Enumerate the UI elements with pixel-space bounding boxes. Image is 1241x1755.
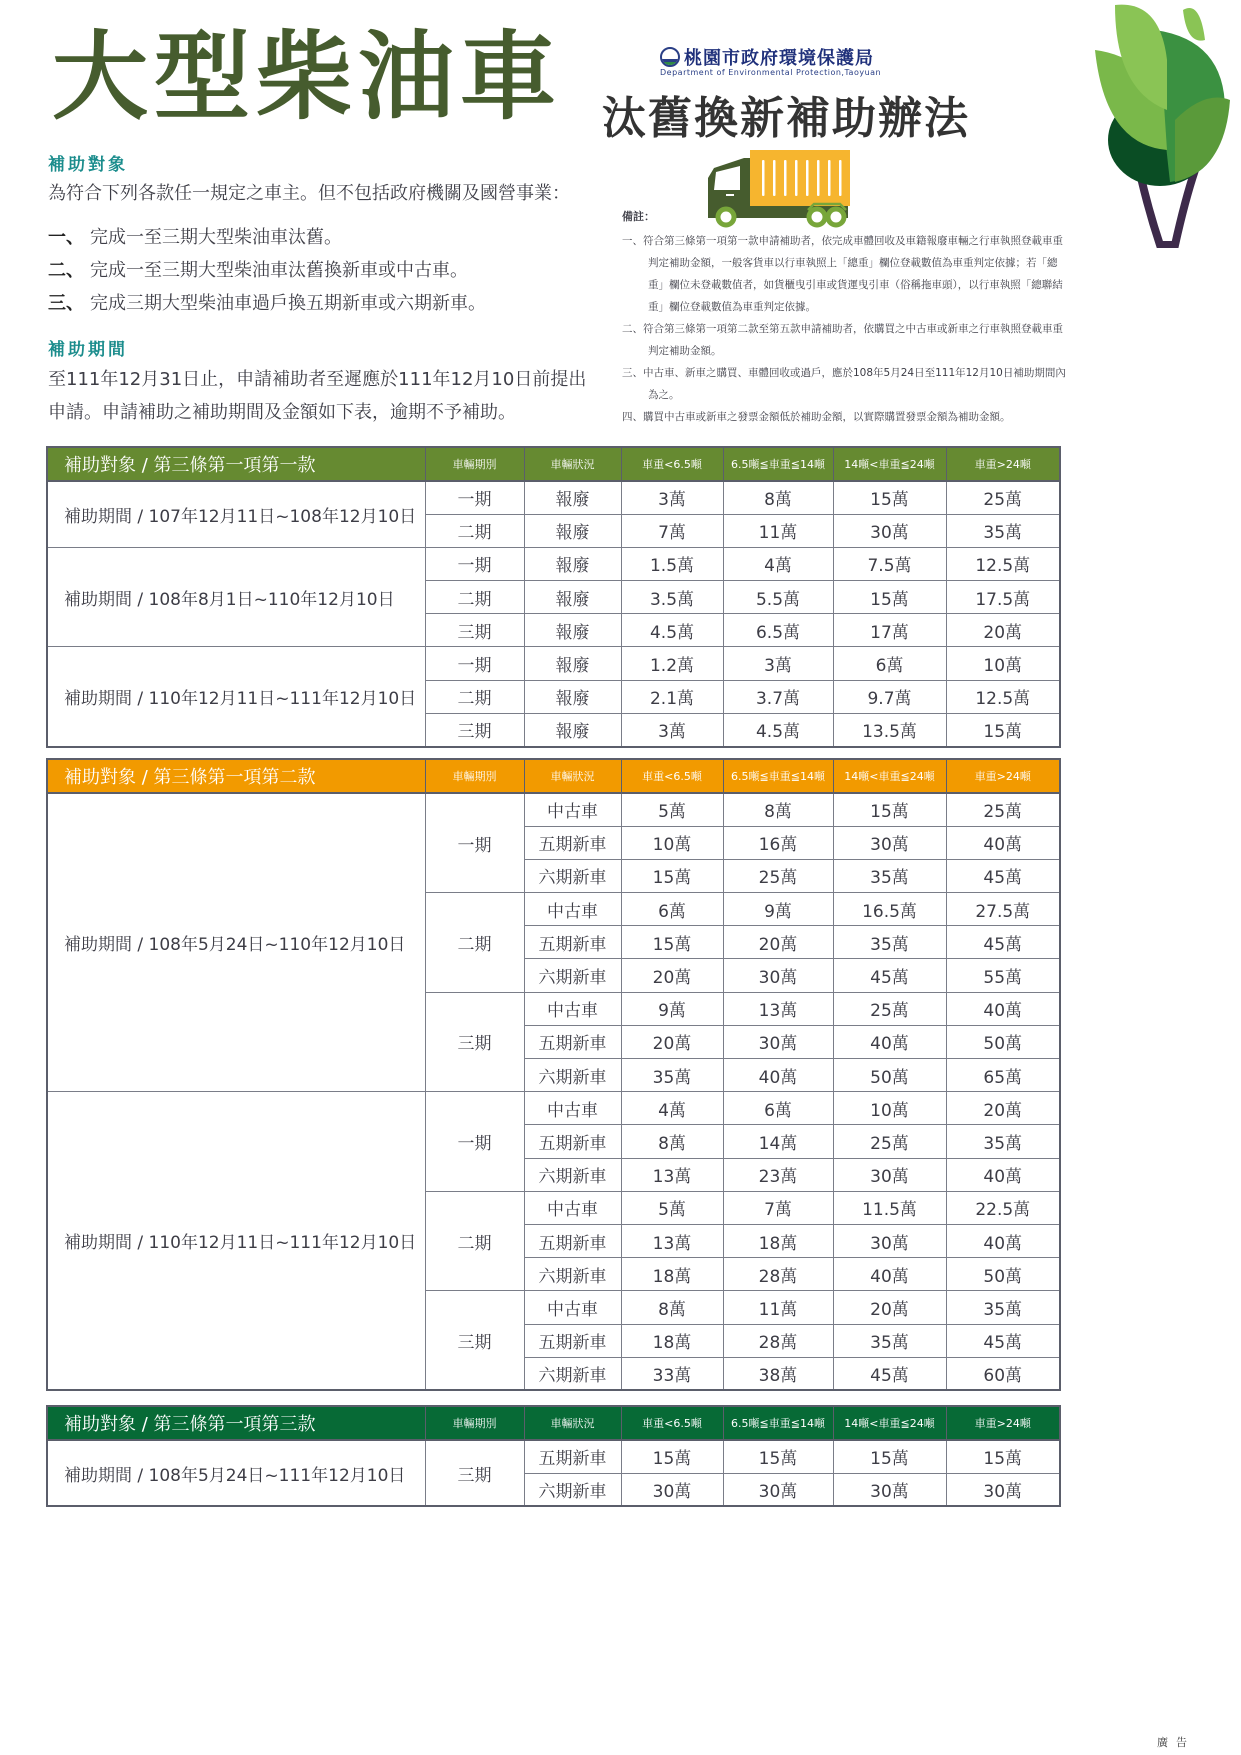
amount-cell: 25萬 — [833, 992, 946, 1025]
amount-cell: 30萬 — [723, 959, 833, 992]
amount-cell: 5萬 — [621, 1191, 723, 1224]
table-title: 補助對象 / 第三條第一項第三款 — [47, 1406, 425, 1440]
col-weight-1: 車重<6.5噸 — [621, 1406, 723, 1440]
amount-cell: 15萬 — [833, 1440, 946, 1473]
amount-cell: 18萬 — [621, 1258, 723, 1291]
stage-cell: 三期 — [425, 713, 524, 746]
amount-cell: 30萬 — [621, 1473, 723, 1506]
col-weight-3: 14噸<車重≦24噸 — [833, 1406, 946, 1440]
status-cell: 六期新車 — [524, 1473, 621, 1506]
period-heading: 補助期間 — [48, 340, 128, 360]
col-weight-1: 車重<6.5噸 — [621, 759, 723, 793]
amount-cell: 4萬 — [723, 547, 833, 580]
amount-cell: 15萬 — [723, 1440, 833, 1473]
status-cell: 五期新車 — [524, 926, 621, 959]
stage-cell: 三期 — [425, 992, 524, 1092]
amount-cell: 28萬 — [723, 1324, 833, 1357]
note-item: 四、購買中古車或新車之發票金額低於補助金額，以實際購置發票金額為補助金額。 — [622, 411, 1011, 423]
amount-cell: 22.5萬 — [946, 1191, 1060, 1224]
amount-cell: 7.5萬 — [833, 547, 946, 580]
status-cell: 報廢 — [524, 647, 621, 680]
amount-cell: 50萬 — [946, 1258, 1060, 1291]
amount-cell: 15萬 — [621, 926, 723, 959]
amount-cell: 35萬 — [833, 926, 946, 959]
amount-cell: 3.5萬 — [621, 581, 723, 614]
item-number: 三、 — [48, 293, 84, 314]
stage-cell: 二期 — [425, 680, 524, 713]
amount-cell: 35萬 — [833, 1324, 946, 1357]
status-cell: 五期新車 — [524, 1224, 621, 1257]
amount-cell: 4.5萬 — [723, 713, 833, 746]
notes-title: 備註： — [622, 210, 655, 223]
amount-cell: 45萬 — [946, 1324, 1060, 1357]
status-cell: 中古車 — [524, 1092, 621, 1125]
amount-cell: 10萬 — [621, 826, 723, 859]
amount-cell: 1.5萬 — [621, 547, 723, 580]
amount-cell: 4.5萬 — [621, 614, 723, 647]
amount-cell: 25萬 — [723, 859, 833, 892]
amount-cell: 40萬 — [723, 1059, 833, 1092]
note-item: 三、中古車、新車之購買、車體回收或過戶，應於108年5月24日至111年12月10日補助期間內為之。 — [622, 367, 1066, 401]
amount-cell: 35萬 — [946, 1291, 1060, 1324]
amount-cell: 30萬 — [723, 1473, 833, 1506]
amount-cell: 30萬 — [946, 1473, 1060, 1506]
stage-cell: 二期 — [425, 514, 524, 547]
amount-cell: 3萬 — [723, 647, 833, 680]
period-cell: 補助期間 / 110年12月11日~111年12月10日 — [47, 1092, 425, 1391]
amount-cell: 28萬 — [723, 1258, 833, 1291]
amount-cell: 25萬 — [946, 481, 1060, 514]
amount-cell: 4萬 — [621, 1092, 723, 1125]
period-cell: 補助期間 / 107年12月11日~108年12月10日 — [47, 481, 425, 547]
amount-cell: 25萬 — [946, 793, 1060, 826]
amount-cell: 20萬 — [833, 1291, 946, 1324]
subsidy-table-clause-1 — [46, 446, 1061, 748]
eligibility-item — [48, 223, 342, 249]
col-stage: 車輛期別 — [425, 759, 524, 793]
amount-cell: 8萬 — [723, 793, 833, 826]
amount-cell: 3萬 — [621, 481, 723, 514]
status-cell: 六期新車 — [524, 1059, 621, 1092]
notes-block — [622, 206, 1072, 428]
col-weight-2: 6.5噸≦車重≦14噸 — [723, 447, 833, 481]
col-stage: 車輛期別 — [425, 447, 524, 481]
period-cell: 補助期間 / 108年5月24日~111年12月10日 — [47, 1440, 425, 1506]
amount-cell: 10萬 — [946, 647, 1060, 680]
col-weight-4: 車重>24噸 — [946, 759, 1060, 793]
period-text-line1: 至111年12月31日止，申請補助者至遲應於111年12月10日前提出 — [48, 369, 587, 390]
col-weight-3: 14噸<車重≦24噸 — [833, 447, 946, 481]
item-text: 完成一至三期大型柴油車汰舊。 — [90, 227, 342, 248]
amount-cell: 20萬 — [621, 959, 723, 992]
amount-cell: 9萬 — [723, 893, 833, 926]
table-header-row — [47, 1406, 1060, 1440]
status-cell: 六期新車 — [524, 959, 621, 992]
amount-cell: 45萬 — [946, 926, 1060, 959]
amount-cell: 5.5萬 — [723, 581, 833, 614]
period-cell: 補助期間 / 108年5月24日~110年12月10日 — [47, 793, 425, 1092]
amount-cell: 20萬 — [946, 1092, 1060, 1125]
table-header-row — [47, 447, 1060, 481]
stage-cell: 一期 — [425, 1092, 524, 1192]
amount-cell: 40萬 — [946, 1224, 1060, 1257]
amount-cell: 45萬 — [833, 1357, 946, 1390]
stage-cell: 二期 — [425, 1191, 524, 1291]
status-cell: 報廢 — [524, 514, 621, 547]
amount-cell: 30萬 — [833, 1158, 946, 1191]
amount-cell: 40萬 — [946, 992, 1060, 1025]
amount-cell: 18萬 — [621, 1324, 723, 1357]
amount-cell: 5萬 — [621, 793, 723, 826]
amount-cell: 27.5萬 — [946, 893, 1060, 926]
amount-cell: 55萬 — [946, 959, 1060, 992]
status-cell: 五期新車 — [524, 1025, 621, 1058]
amount-cell: 8萬 — [621, 1291, 723, 1324]
status-cell: 中古車 — [524, 1191, 621, 1224]
status-cell: 五期新車 — [524, 1440, 621, 1473]
amount-cell: 30萬 — [833, 1473, 946, 1506]
amount-cell: 13萬 — [723, 992, 833, 1025]
amount-cell: 10萬 — [833, 1092, 946, 1125]
amount-cell: 3.7萬 — [723, 680, 833, 713]
amount-cell: 8萬 — [723, 481, 833, 514]
eligibility-item — [48, 289, 486, 315]
amount-cell: 2.1萬 — [621, 680, 723, 713]
amount-cell: 60萬 — [946, 1357, 1060, 1390]
amount-cell: 18萬 — [723, 1224, 833, 1257]
status-cell: 報廢 — [524, 481, 621, 514]
amount-cell: 20萬 — [621, 1025, 723, 1058]
amount-cell: 13.5萬 — [833, 713, 946, 746]
status-cell: 中古車 — [524, 793, 621, 826]
status-cell: 中古車 — [524, 1291, 621, 1324]
amount-cell: 11萬 — [723, 1291, 833, 1324]
amount-cell: 50萬 — [946, 1025, 1060, 1058]
col-weight-2: 6.5噸≦車重≦14噸 — [723, 1406, 833, 1440]
table-row — [47, 793, 1060, 826]
amount-cell: 9.7萬 — [833, 680, 946, 713]
amount-cell: 30萬 — [833, 514, 946, 547]
eligibility-heading: 補助對象 — [48, 155, 128, 175]
status-cell: 五期新車 — [524, 1324, 621, 1357]
stage-cell: 二期 — [425, 581, 524, 614]
amount-cell: 12.5萬 — [946, 680, 1060, 713]
stage-cell: 二期 — [425, 893, 524, 993]
main-title: 大型柴油車 — [52, 21, 562, 133]
amount-cell: 1.2萬 — [621, 647, 723, 680]
table-header-row — [47, 759, 1060, 793]
amount-cell: 16.5萬 — [833, 893, 946, 926]
agency-name: 桃園市政府環境保護局 — [684, 48, 874, 69]
item-number: 二、 — [48, 260, 84, 281]
amount-cell: 15萬 — [833, 581, 946, 614]
amount-cell: 13萬 — [621, 1224, 723, 1257]
note-item: 二、符合第三條第一項第二款至第五款申請補助者，依購買之中古車或新車之行車執照登載車重判定補助金額。 — [622, 323, 1063, 357]
amount-cell: 6萬 — [723, 1092, 833, 1125]
col-weight-2: 6.5噸≦車重≦14噸 — [723, 759, 833, 793]
amount-cell: 12.5萬 — [946, 547, 1060, 580]
agency-name-en: Department of Environmental Protection,Taoyuan — [660, 68, 882, 77]
col-status: 車輛狀況 — [524, 447, 621, 481]
amount-cell: 17萬 — [833, 614, 946, 647]
status-cell: 報廢 — [524, 547, 621, 580]
amount-cell: 40萬 — [833, 1025, 946, 1058]
amount-cell: 15萬 — [946, 713, 1060, 746]
amount-cell: 15萬 — [946, 1440, 1060, 1473]
table-row — [47, 481, 1060, 514]
tree-icon — [1075, 0, 1235, 248]
status-cell: 五期新車 — [524, 1125, 621, 1158]
amount-cell: 30萬 — [833, 826, 946, 859]
amount-cell: 35萬 — [946, 514, 1060, 547]
col-weight-4: 車重>24噸 — [946, 447, 1060, 481]
item-text: 完成一至三期大型柴油車汰舊換新車或中古車。 — [90, 260, 468, 281]
amount-cell: 6萬 — [833, 647, 946, 680]
amount-cell: 20萬 — [723, 926, 833, 959]
col-weight-4: 車重>24噸 — [946, 1406, 1060, 1440]
amount-cell: 35萬 — [833, 859, 946, 892]
item-number: 一、 — [48, 227, 84, 248]
amount-cell: 35萬 — [621, 1059, 723, 1092]
amount-cell: 40萬 — [833, 1258, 946, 1291]
col-status: 車輛狀況 — [524, 759, 621, 793]
amount-cell: 11萬 — [723, 514, 833, 547]
agency-logo-icon — [660, 47, 680, 67]
note-item: 一、符合第三條第一項第一款申請補助者，依完成車體回收及車籍報廢車輛之行車執照登載車重判定補助金額，一般客貨車以行車執照上「總重」欄位登載數值為車重判定依據；若「總重」欄位未登載數值者，如貨櫃曳引車或貨運曳引車（俗稱拖車頭），以行車執照「總聯結重」欄位登載數值為車重判定依據。 — [622, 235, 1063, 313]
eligibility-intro: 為符合下列各款任一規定之車主。但不包括政府機關及國營事業： — [48, 183, 570, 204]
table-row — [47, 547, 1060, 580]
amount-cell: 50萬 — [833, 1059, 946, 1092]
stage-cell: 三期 — [425, 614, 524, 647]
status-cell: 報廢 — [524, 713, 621, 746]
amount-cell: 8萬 — [621, 1125, 723, 1158]
stage-cell: 三期 — [425, 1291, 524, 1391]
stage-cell: 一期 — [425, 547, 524, 580]
amount-cell: 30萬 — [833, 1224, 946, 1257]
status-cell: 六期新車 — [524, 1357, 621, 1390]
stage-cell: 一期 — [425, 481, 524, 514]
sub-title: 汰舊換新補助辦法 — [602, 93, 970, 144]
period-cell: 補助期間 / 110年12月11日~111年12月10日 — [47, 647, 425, 747]
stage-cell: 一期 — [425, 647, 524, 680]
advertisement-mark: 廣告 — [1157, 1736, 1195, 1749]
period-cell: 補助期間 / 108年8月1日~110年12月10日 — [47, 547, 425, 647]
amount-cell: 15萬 — [621, 859, 723, 892]
amount-cell: 38萬 — [723, 1357, 833, 1390]
amount-cell: 40萬 — [946, 826, 1060, 859]
eligibility-item — [48, 256, 468, 282]
amount-cell: 7萬 — [621, 514, 723, 547]
status-cell: 中古車 — [524, 992, 621, 1025]
amount-cell: 15萬 — [833, 481, 946, 514]
amount-cell: 23萬 — [723, 1158, 833, 1191]
amount-cell: 7萬 — [723, 1191, 833, 1224]
amount-cell: 13萬 — [621, 1158, 723, 1191]
amount-cell: 40萬 — [946, 1158, 1060, 1191]
amount-cell: 3萬 — [621, 713, 723, 746]
amount-cell: 6.5萬 — [723, 614, 833, 647]
period-text-line2: 申請。申請補助之補助期間及金額如下表，逾期不予補助。 — [48, 402, 516, 423]
amount-cell: 6萬 — [621, 893, 723, 926]
status-cell: 中古車 — [524, 893, 621, 926]
stage-cell: 三期 — [425, 1440, 524, 1506]
amount-cell: 14萬 — [723, 1125, 833, 1158]
amount-cell: 33萬 — [621, 1357, 723, 1390]
status-cell: 六期新車 — [524, 1158, 621, 1191]
col-stage: 車輛期別 — [425, 1406, 524, 1440]
amount-cell: 11.5萬 — [833, 1191, 946, 1224]
amount-cell: 25萬 — [833, 1125, 946, 1158]
amount-cell: 45萬 — [833, 959, 946, 992]
amount-cell: 9萬 — [621, 992, 723, 1025]
amount-cell: 15萬 — [621, 1440, 723, 1473]
status-cell: 報廢 — [524, 614, 621, 647]
table-row — [47, 647, 1060, 680]
subsidy-table-clause-2 — [46, 758, 1061, 1391]
item-text: 完成三期大型柴油車過戶換五期新車或六期新車。 — [90, 293, 486, 314]
status-cell: 五期新車 — [524, 826, 621, 859]
stage-cell: 一期 — [425, 793, 524, 893]
amount-cell: 17.5萬 — [946, 581, 1060, 614]
col-status: 車輛狀況 — [524, 1406, 621, 1440]
amount-cell: 30萬 — [723, 1025, 833, 1058]
amount-cell: 15萬 — [833, 793, 946, 826]
col-weight-1: 車重<6.5噸 — [621, 447, 723, 481]
agency-brand — [660, 44, 874, 70]
subsidy-table-clause-3 — [46, 1405, 1061, 1507]
table-title: 補助對象 / 第三條第一項第二款 — [47, 759, 425, 793]
table-row — [47, 1440, 1060, 1473]
amount-cell: 35萬 — [946, 1125, 1060, 1158]
status-cell: 六期新車 — [524, 1258, 621, 1291]
amount-cell: 16萬 — [723, 826, 833, 859]
status-cell: 六期新車 — [524, 859, 621, 892]
amount-cell: 20萬 — [946, 614, 1060, 647]
table-title: 補助對象 / 第三條第一項第一款 — [47, 447, 425, 481]
amount-cell: 45萬 — [946, 859, 1060, 892]
col-weight-3: 14噸<車重≦24噸 — [833, 759, 946, 793]
amount-cell: 65萬 — [946, 1059, 1060, 1092]
status-cell: 報廢 — [524, 581, 621, 614]
table-row — [47, 1092, 1060, 1125]
status-cell: 報廢 — [524, 680, 621, 713]
